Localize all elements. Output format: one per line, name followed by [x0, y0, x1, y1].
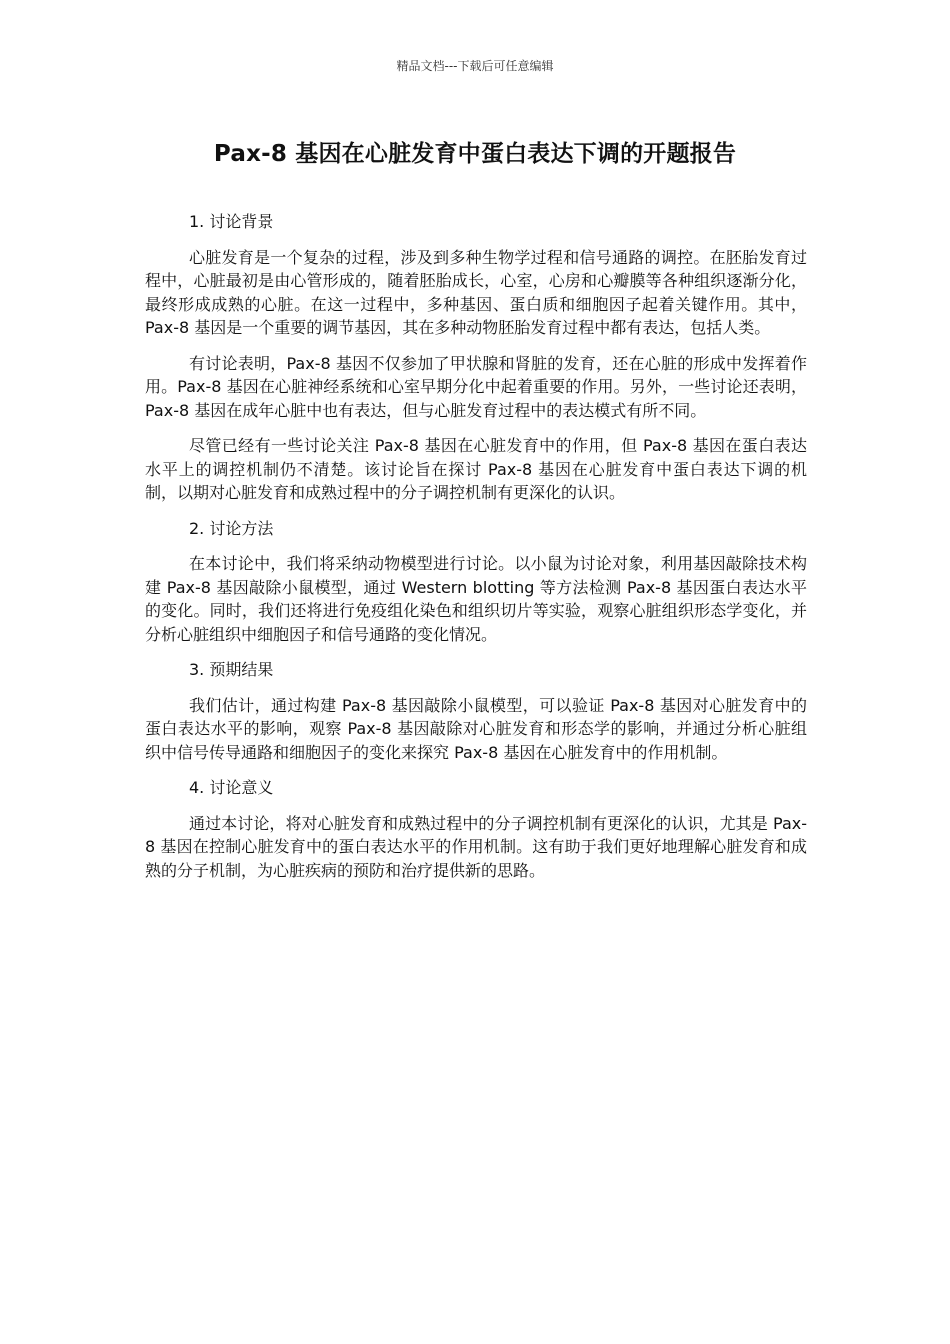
paragraph: 心脏发育是一个复杂的过程，涉及到多种生物学过程和信号通路的调控。在胚胎发育过程中，心脏最初是由心管形成的，随着胚胎成长，心室，心房和心瓣膜等各种组织逐渐分化，最终形成成熟的心脏。在这一过程中，多种基因、蛋白质和细胞因子起着关键作用。其中，Pax-8 基因是一个重要的调节基因，其在多种动物胚胎发育过程中都有表达，包括人类。	[145, 247, 807, 337]
section-heading: 2. 讨论方法	[189, 518, 274, 538]
header-note: 精品文档---下载后可任意编辑	[396, 59, 554, 73]
paragraph: 有讨论表明，Pax-8 基因不仅参加了甲状腺和肾脏的发育，还在心脏的形成中发挥着作用。Pax-8 基因在心脏神经系统和心室早期分化中起着重要的作用。另外，一些讨论还表明，Pax-8 基因在成年心脏中也有表达，但与心脏发育过程中的表达模式有所不同。	[145, 353, 807, 420]
paragraph: 通过本讨论，将对心脏发育和成熟过程中的分子调控机制有更深化的认识，尤其是 Pax-8 基因在控制心脏发育中的蛋白表达水平的作用机制。这有助于我们更好地理解心脏发育和成熟的分子机制，为心脏疾病的预防和治疗提供新的思路。	[145, 813, 807, 880]
section-heading: 1. 讨论背景	[189, 212, 274, 231]
paragraph: 尽管已经有一些讨论关注 Pax-8 基因在心脏发育中的作用，但 Pax-8 基因在蛋白表达水平上的调控机制仍不清楚。该讨论旨在探讨 Pax-8 基因在心脏发育中蛋白表达下调的机制，以期对心脏发育和成熟过程中的分子调控机制有更深化的认识。	[145, 436, 807, 502]
document-title: Pax-8 基因在心脏发育中蛋白表达下调的开题报告	[213, 141, 737, 167]
section-methods	[145, 517, 807, 647]
section-background	[145, 210, 807, 505]
section-significance	[145, 776, 807, 882]
paragraph: 我们估计，通过构建 Pax-8 基因敲除小鼠模型，可以验证 Pax-8 基因对心脏发育中的蛋白表达水平的影响，观察 Pax-8 基因敲除对心脏发育和形态学的影响，并通过分析心脏组织中信号传导通路和细胞因子的变化来探究 Pax-8 基因在心脏发育中的作用机制。	[145, 695, 807, 762]
section-heading: 3. 预期结果	[189, 660, 274, 679]
section-heading: 4. 讨论意义	[189, 778, 274, 797]
paragraph: 在本讨论中，我们将采纳动物模型进行讨论。以小鼠为讨论对象，利用基因敲除技术构建 Pax-8 基因敲除小鼠模型，通过 Western blotting 等方法检测 Pax-8 基因蛋白表达水平的变化。同时，我们还将进行免疫组化染色和组织切片等实验，观察心脏组织形态学变化，并分析心脏组织中细胞因子和信号通路的变化情况。	[145, 554, 807, 644]
section-expected-results	[145, 658, 807, 764]
document-body	[145, 210, 807, 894]
